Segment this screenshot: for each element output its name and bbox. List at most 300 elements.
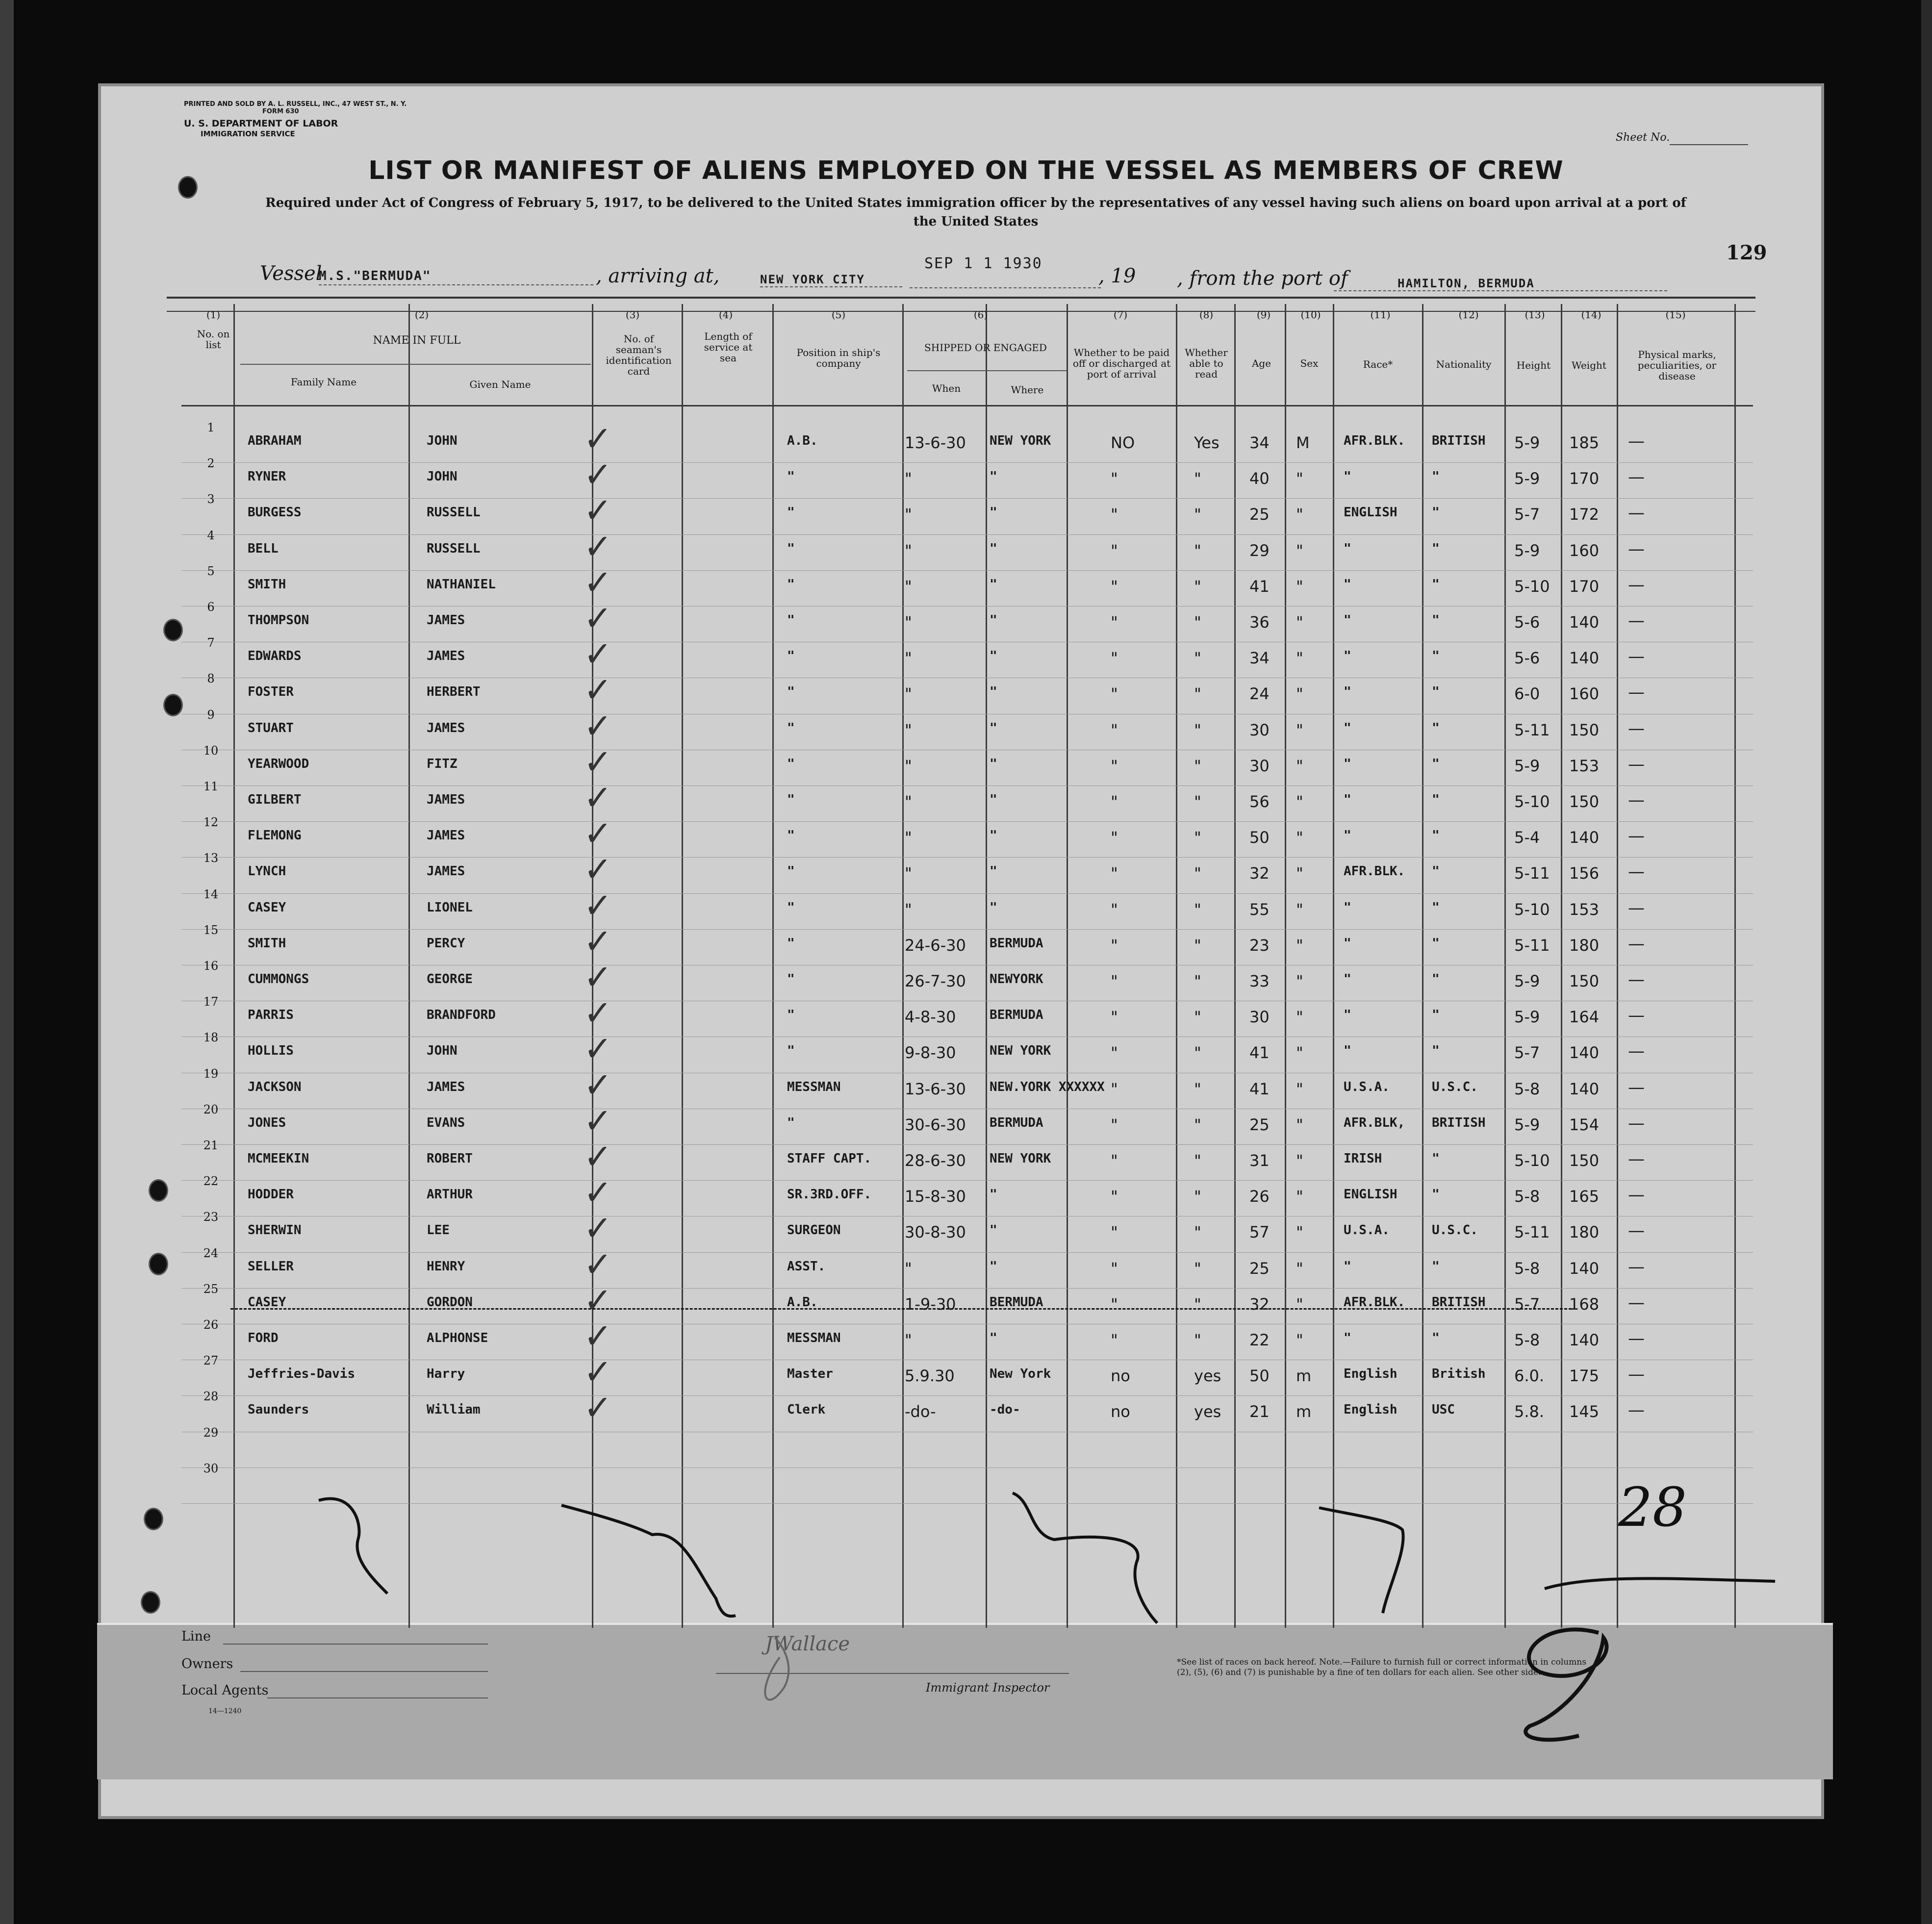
cell-family: LYNCH [248,864,286,879]
checkmark-icon: ✓ [584,1208,612,1249]
cell-family: YEARWOOD [248,756,309,771]
checkmark-icon: ✓ [584,1352,612,1392]
cell-position: Clerk [787,1402,826,1418]
cell-race: AFR.BLK, [1344,1115,1405,1130]
cell-read: " [1194,649,1201,668]
checkmark-icon: ✓ [584,921,612,962]
cell-weight: 168 [1569,1294,1600,1314]
cell-given: FITZ [427,756,458,771]
cell-given: JOHN [427,433,458,448]
cell-sex: " [1296,1043,1303,1063]
cell-family: ABRAHAM [248,433,302,448]
cell-where: " [990,613,997,628]
cell-nat: " [1432,900,1440,915]
page-title: LIST OR MANIFEST OF ALIENS EMPLOYED ON THE VESSEL AS MEMBERS OF CREW [368,156,1564,185]
cell-race: " [1344,936,1351,951]
cell-height: 5-8 [1514,1079,1540,1098]
cell-family: Saunders [248,1402,309,1418]
colnum-10: (10) [1300,309,1321,321]
cell-where: " [990,1187,997,1202]
row-rule [181,785,1753,786]
cell-family: THOMPSON [248,613,309,628]
cell-race: U.S.A. [1344,1223,1390,1238]
cell-paid: " [1111,1151,1118,1170]
cell-weight: 150 [1569,1151,1600,1170]
physical-marks-dash: — [1628,1077,1645,1097]
cell-when: " [905,541,912,560]
binder-hole [150,1181,167,1200]
cell-height: 5-10 [1514,577,1550,596]
cell-family: EDWARDS [248,649,302,664]
cell-read: " [1194,756,1201,775]
col-head-nationality: Nationality [1436,358,1492,370]
checkmark-icon: ✓ [584,419,612,459]
cell-where: " [990,900,997,915]
cell-where: " [990,828,997,843]
cell-weight: 160 [1569,684,1600,704]
cell-weight: 140 [1569,649,1600,668]
cell-height: 5-8 [1514,1331,1540,1349]
footer-form-code: 14—1240 [208,1707,242,1715]
cell-sex: " [1296,1079,1303,1098]
cell-when: " [905,505,912,524]
cell-position: " [787,469,795,484]
cell-position: MESSMAN [787,1331,841,1345]
cell-age: 22 [1249,1331,1270,1349]
cell-paid: " [1111,505,1118,524]
cell-race: IRISH [1344,1151,1382,1166]
cell-when: 30-8-30 [905,1223,966,1242]
arriving-label: , arriving at, [596,265,720,287]
row-rule [181,1503,1753,1504]
row-number: 1 [207,421,215,434]
cell-position: STAFF CAPT. [787,1151,872,1166]
cell-age: 25 [1249,505,1270,524]
cell-sex: " [1296,1187,1303,1206]
cell-when: " [905,684,912,704]
row-rule [181,1144,1753,1145]
cell-where: NEW YORK [990,1043,1051,1059]
cell-nat: BRITISH [1432,433,1486,448]
colnum-12: (12) [1458,309,1479,321]
cell-family: FORD [248,1331,279,1345]
cell-when: " [905,900,912,919]
cell-race: AFR.BLK. [1344,864,1405,879]
cell-age: 29 [1249,541,1270,560]
cell-when: " [905,756,912,775]
cell-race: ENGLISH [1344,505,1398,520]
row-rule [181,1395,1753,1396]
inspector-label: Immigrant Inspector [926,1681,1050,1695]
cell-read: yes [1194,1402,1221,1421]
cell-weight: 140 [1569,828,1600,847]
cell-given: JAMES [427,828,465,843]
cell-where: " [990,792,997,807]
cell-height: 5-6 [1514,649,1540,668]
cell-position: " [787,936,795,951]
checkmark-icon: ✓ [584,957,612,997]
cell-read: " [1194,469,1201,488]
cell-weight: 140 [1569,1079,1600,1098]
cell-where: NEWYORK [990,972,1043,987]
cell-read: " [1194,1043,1201,1063]
cell-position: " [787,792,795,807]
cell-given: JAMES [427,864,465,879]
cell-age: 25 [1249,1115,1270,1134]
checkmark-icon: ✓ [584,634,612,675]
cell-nat: " [1432,936,1440,951]
cell-paid: " [1111,720,1118,739]
cell-nat: " [1432,1331,1440,1345]
cell-nat: " [1432,505,1440,520]
col-head-length: Length of service at sea [704,330,753,364]
physical-marks-dash: — [1628,934,1645,954]
physical-marks-dash: — [1628,718,1645,738]
year-label: , 19 [1098,265,1136,287]
cell-when: " [905,577,912,596]
row-number: 11 [203,780,219,793]
cell-family: STUART [248,720,294,735]
col-head-given: Given Name [469,379,531,390]
cell-race: " [1344,469,1351,484]
cell-read: yes [1194,1367,1221,1386]
cell-position: " [787,864,795,879]
cell-age: 24 [1249,684,1270,704]
cell-sex: " [1296,936,1303,955]
cell-nat: BRITISH [1432,1294,1486,1310]
cell-where: " [990,649,997,664]
cell-family: Jeffries-Davis [248,1367,356,1382]
cell-where: " [990,864,997,879]
arriving-field-line [760,286,902,287]
from-port: HAMILTON, BERMUDA [1398,277,1535,290]
vessel-field-line [319,284,593,285]
cell-when: 28-6-30 [905,1151,966,1170]
cell-position: " [787,505,795,520]
checkmark-icon: ✓ [584,455,612,495]
cell-position: " [787,756,795,771]
cell-race: AFR.BLK. [1344,1294,1405,1310]
cell-when: " [905,469,912,488]
cell-when: " [905,649,912,668]
cell-family: FLEMONG [248,828,302,843]
cell-when: " [905,613,912,632]
film-frame-left [0,0,14,1924]
cell-height: 5-9 [1514,433,1540,452]
row-number: 4 [207,528,215,542]
colnum-9: (9) [1256,309,1271,321]
col-head-where: Where [1011,384,1044,396]
row-rule [181,1180,1753,1181]
cell-age: 34 [1249,649,1270,668]
cell-age: 32 [1249,864,1270,883]
cell-family: SMITH [248,936,286,951]
cell-paid: no [1111,1402,1130,1421]
row-number: 6 [207,600,215,614]
checkmark-icon: ✓ [584,1244,612,1285]
footer-owners-field [240,1671,488,1672]
row-number: 27 [203,1354,219,1368]
checkmark-icon: ✓ [584,885,612,926]
cell-paid: " [1111,936,1118,955]
cell-where: " [990,577,997,592]
cell-read: " [1194,720,1201,739]
col-divider [1617,304,1618,1628]
cell-height: 5-9 [1514,756,1540,775]
checkmark-icon: ✓ [584,778,612,818]
cell-position: " [787,720,795,735]
cell-race: " [1344,577,1351,592]
cell-age: 23 [1249,936,1270,955]
checkmark-icon: ✓ [584,1388,612,1428]
cell-age: 41 [1249,1079,1270,1098]
film-frame-right [1921,0,1932,1924]
cell-sex: " [1296,972,1303,990]
cell-read: " [1194,1259,1201,1278]
cell-where: -do- [990,1402,1020,1418]
cell-nat: " [1432,756,1440,771]
physical-marks-dash: — [1628,1041,1645,1062]
cell-height: 5-11 [1514,864,1550,883]
from-label: , from the port of [1177,267,1348,290]
cell-where: BERMUDA [990,1008,1043,1023]
cell-paid: " [1111,792,1118,811]
cell-sex: " [1296,864,1303,883]
cell-where: NEW YORK [990,433,1051,448]
checkmark-icon: ✓ [584,526,612,567]
cell-position: " [787,828,795,843]
cell-paid: " [1111,1187,1118,1206]
cell-when: " [905,864,912,883]
cell-sex: m [1296,1402,1312,1421]
cell-height: 5-7 [1514,505,1540,524]
cell-age: 26 [1249,1187,1270,1206]
cell-age: 30 [1249,756,1270,775]
cell-weight: 172 [1569,505,1600,524]
cell-height: 5-11 [1514,1223,1550,1242]
cell-race: " [1344,1043,1351,1059]
footer-agents-field [267,1697,488,1698]
cell-paid: " [1111,864,1118,883]
physical-marks-dash: — [1628,467,1645,487]
cell-race: " [1344,684,1351,700]
cell-given: NATHANIEL [427,577,496,592]
cell-when: " [905,1259,912,1278]
checkmark-icon: ✓ [584,1137,612,1177]
cell-race: U.S.A. [1344,1079,1390,1094]
cell-where: NEW YORK [990,1151,1051,1166]
cell-when: " [905,828,912,847]
cell-weight: 180 [1569,1223,1600,1242]
physical-marks-dash: — [1628,1185,1645,1205]
cell-race: ENGLISH [1344,1187,1398,1202]
cell-nat: U.S.C. [1432,1223,1478,1238]
cell-age: 34 [1249,433,1270,452]
page-subtitle: Required under Act of Congress of February 5, 1917, to be delivered to the United States immigration officer by the representatives of any vessel having such aliens on board upon arrival at a port of the United States [265,196,1686,229]
cell-age: 32 [1249,1294,1270,1314]
binder-hole [150,1254,167,1274]
cell-sex: " [1296,792,1303,811]
cell-where: BERMUDA [990,936,1043,951]
cell-height: 5.8. [1514,1402,1545,1421]
cell-paid: " [1111,541,1118,560]
cell-paid: " [1111,972,1118,990]
cell-sex: " [1296,720,1303,739]
cell-weight: 140 [1569,1043,1600,1063]
cell-when: 13-6-30 [905,433,966,452]
cell-family: BELL [248,541,279,556]
cell-paid: " [1111,828,1118,847]
row-rule [181,857,1753,858]
cell-when: 4-8-30 [905,1008,956,1027]
col-divider [1234,304,1236,1628]
inspector-signature: JWallace [765,1633,850,1655]
cell-when: 30-6-30 [905,1115,966,1134]
cell-sex: " [1296,1294,1303,1314]
cell-weight: 160 [1569,541,1600,560]
checkmark-icon: ✓ [584,1029,612,1069]
cell-family: SMITH [248,577,286,592]
row-number: 19 [203,1066,219,1081]
cell-family: SELLER [248,1259,294,1274]
col-divider [1561,304,1562,1628]
cell-weight: 154 [1569,1115,1600,1134]
cell-position: " [787,1008,795,1023]
cell-weight: 153 [1569,900,1600,919]
cell-position: A.B. [787,1294,818,1310]
physical-marks-dash: — [1628,1257,1645,1277]
physical-marks-dash: — [1628,790,1645,810]
cell-sex: " [1296,900,1303,919]
cell-paid: " [1111,684,1118,704]
cell-race: " [1344,613,1351,628]
cell-given: William [427,1402,481,1418]
cell-when: " [905,720,912,739]
cell-race: " [1344,972,1351,987]
colnum-1: (1) [206,309,221,321]
cell-where: " [990,720,997,735]
cell-family: RYNER [248,469,286,484]
row-rule [181,929,1753,930]
physical-marks-dash: — [1628,503,1645,523]
cell-given: ARTHUR [427,1187,473,1202]
cell-where: NEW.YORK XXXXXX [990,1079,1105,1094]
col-divider [408,304,410,1628]
cell-nat: " [1432,792,1440,807]
cell-height: 5-7 [1514,1043,1540,1063]
cell-age: 41 [1249,1043,1270,1063]
cell-when: 26-7-30 [905,972,966,990]
row-number: 13 [203,851,219,865]
col-head-name: NAME IN FULL [373,334,461,347]
inspector-signature-line [716,1673,1069,1674]
physical-marks-dash: — [1628,575,1645,595]
cell-weight: 156 [1569,864,1600,883]
cell-weight: 140 [1569,613,1600,632]
cell-nat: " [1432,828,1440,843]
cell-where: " [990,1259,997,1274]
col-divider [1734,304,1736,1628]
cell-read: Yes [1194,433,1220,452]
cell-given: RUSSELL [427,541,481,556]
cell-race: " [1344,541,1351,556]
checkmark-icon: ✓ [584,1280,612,1320]
cell-paid: " [1111,1223,1118,1242]
cell-weight: 164 [1569,1008,1600,1027]
cell-where: " [990,756,997,771]
cell-given: JAMES [427,649,465,664]
cell-nat: " [1432,1187,1440,1202]
cell-paid: " [1111,1079,1118,1098]
cell-race: AFR.BLK. [1344,433,1405,448]
footer-note: *See list of races on back hereof. Note.—Failure to furnish full or correct information in columns (2), (5), (6) and (7) is punishable by a fine of ten dollars for each alien. See other side. [1177,1657,1587,1677]
checkmark-icon: ✓ [584,670,612,710]
cell-age: 55 [1249,900,1270,919]
physical-marks-dash: — [1628,1292,1645,1313]
col-divider [1285,304,1286,1628]
cell-read: " [1194,900,1201,919]
col-divider [1504,304,1506,1628]
physical-marks-dash: — [1628,1365,1645,1385]
cell-given: LIONEL [427,900,473,915]
cell-weight: 150 [1569,792,1600,811]
cell-position: " [787,613,795,628]
col-head-height: Height [1516,359,1551,371]
cell-given: LEE [427,1223,450,1238]
physical-marks-dash: — [1628,1149,1645,1169]
cell-family: CUMMONGS [248,972,309,987]
binder-hole [165,620,181,640]
physical-marks-dash: — [1628,611,1645,631]
cell-weight: 170 [1569,577,1600,596]
cell-family: CASEY [248,1294,286,1310]
cell-position: A.B. [787,433,818,448]
cell-position: " [787,684,795,700]
row-number: 7 [207,636,215,650]
cell-position: ASST. [787,1259,826,1274]
cell-height: 5-9 [1514,972,1540,990]
cell-height: 6-0 [1514,684,1540,704]
cell-position: Master [787,1367,833,1382]
col-head-sex: Sex [1300,357,1319,369]
cell-family: CASEY [248,900,286,915]
cell-when: 15-8-30 [905,1187,966,1206]
cell-nat: " [1432,1151,1440,1166]
row-number: 9 [207,708,215,722]
colnum-4: (4) [718,309,733,321]
cell-read: " [1194,1223,1201,1242]
cell-paid: " [1111,1294,1118,1314]
cell-sex: " [1296,577,1303,596]
cell-when: 24-6-30 [905,936,966,955]
cell-read: " [1194,1115,1201,1134]
cell-family: SHERWIN [248,1223,302,1238]
checkmark-icon: ✓ [584,1100,612,1141]
cell-paid: no [1111,1367,1130,1386]
col-head-age: Age [1251,357,1271,369]
cell-when: 5.9.30 [905,1367,955,1386]
cell-position: " [787,577,795,592]
cell-family: HODDER [248,1187,294,1202]
row-number: 21 [203,1139,219,1152]
cell-height: 6.0. [1514,1367,1545,1386]
cell-position: " [787,900,795,915]
cell-family: FOSTER [248,684,294,700]
cell-where: " [990,684,997,700]
cell-paid: " [1111,756,1118,775]
cell-sex: " [1296,1115,1303,1134]
cell-where: " [990,1223,997,1238]
